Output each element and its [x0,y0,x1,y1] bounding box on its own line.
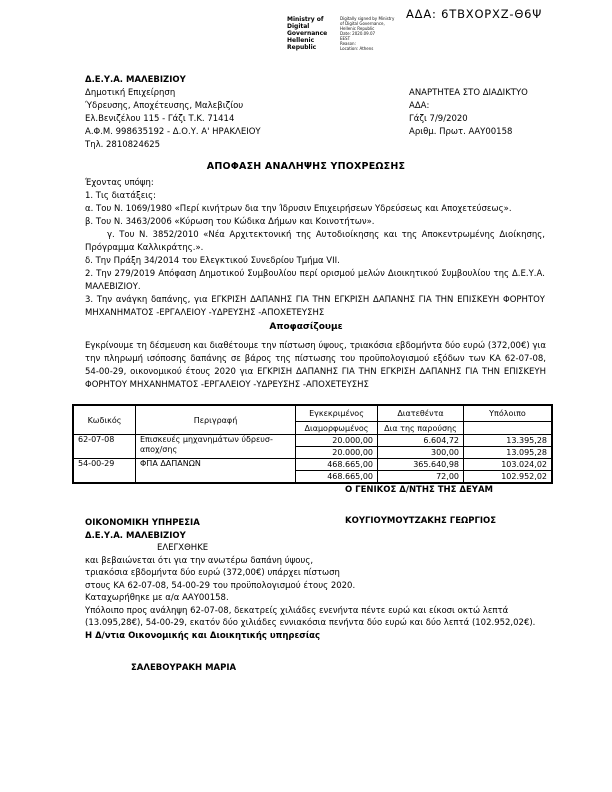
finance-dept-line2: Δ.Ε.Υ.Α. ΜΑΛΕΒΙΖΙΟΥ [85,530,186,541]
cell-allocated: 300,00 [378,447,464,459]
issuer-block: Δ.Ε.Υ.Α. ΜΑΛΕΒΙΖΙΟΥ Δημοτική Επιχείρηση Ύδρευσης, Αποχέτευσης, Μαλεβιζίου Ελ.Βενιζέλου 115 - Γάζι Τ.Κ. 71414 Α.Φ.Μ. 998635192 - Δ.Ο.Υ. Α' ΗΡΑΚΛΕΙΟΥ Τηλ. 2810824625 [85,75,261,150]
col-header-allocated: Διατεθέντα [378,405,464,422]
cell-allocated: 72,00 [378,471,464,484]
cell-approved: 468.665,00 [296,459,378,471]
cell-remaining: 13.095,28 [464,447,553,459]
table-row [73,459,552,471]
issuer-phone: Τηλ. 2810824625 [85,140,161,150]
preamble-item-2: 2. Την 279/2019 Απόφαση Δημοτικού Συμβουλίου περί ορισμού μελών Διοικητικού Συμβουλίου της Δ.Ε.Υ.Α. ΜΑΛΕΒΙΖΙΟΥ. [85,269,545,292]
decision-heading: Αποφασίζουμε [269,322,343,332]
finance-dept-line1: ΟΙΚΟΝΟΜΙΚΗ ΥΠΗΡΕΣΙΑ [85,518,200,528]
issuer-vat: Α.Φ.Μ. 998635192 - Δ.Ο.Υ. Α' ΗΡΑΚΛΕΙΟΥ [85,127,261,137]
cell-remaining: 102.952,02 [464,471,553,484]
certification-paragraph: και βεβαιώνεται ότι για την ανωτέρω δαπάνη ύψους, τριακόσια εβδομήντα δύο ευρώ (372,00€) υπάρχει πίστωση στους ΚΑ 62-07-08, 54-00-29 του προϋπολογισμού έτους 2020. Καταχωρήθηκε με α/α ΑΑΥ00158. [85,555,356,603]
cell-remaining: 13.395,28 [464,435,553,447]
cell-allocated: 365.640,98 [378,459,464,471]
cell-description: ΦΠΑ ΔΑΠΑΝΩΝ [136,459,296,484]
cell-remaining: 103.024,02 [464,459,553,471]
preamble-intro: Έχοντας υπόψη: [85,178,154,188]
issuer-address: Ελ.Βενιζέλου 115 - Γάζι Τ.Κ. 71414 [85,114,235,124]
preamble-item-1c: γ. Του Ν. 3852/2010 «Νέα Αρχιτεκτονική της Αυτοδιοίκησης και της Αποκεντρωμένης Διοίκησης, Πρόγραμμα Καλλικράτης.». [85,230,545,253]
preamble [85,177,545,320]
preamble-item-1d: δ. Την Πράξη 34/2014 του Ελεγκτικού Συνεδρίου Τμήμα VII. [85,256,340,266]
col-subheader-empty [464,422,553,435]
stamp-org-name: Ministry of Digital Governance Hellenic Republic [287,16,328,51]
budget-table [72,404,553,484]
col-header-description: Περιγραφή [136,405,296,435]
preamble-item-1a: α. Του Ν. 1069/1980 «Περί κινήτρων δια την Ίδρυσιν Επιχειρήσεων Υδρεύσεως και Αποχετεύσεως». [85,204,512,214]
document-date: Γάζι 7/9/2020 [409,114,468,124]
director-name: ΣΑΛΕΒΟΥΡΑΚΗ ΜΑΡΙΑ [131,663,237,673]
col-subheader-by-present: Δια της παρούσης [378,422,464,435]
col-header-approved: Εγκεκριμένος [296,405,378,422]
cell-approved: 20.000,00 [296,447,378,459]
decision-body: Εγκρίνουμε τη δέσμευση και διαθέτουμε την πίστωση ύψους, τριακόσια εβδομήντα δύο ευρώ (372,00€) για την πληρωμή ισόποσης δαπάνης σε βάρος της πίστωσης του προϋπολογισμού εξόδων των ΚΑ 62-07-08, 54-00-29, οικονομικού έτους 2020 για ΕΓΚΡΙΣΗ ΔΑΠΑΝΗΣ ΓΙΑ ΤΗΝ ΕΓΚΡΙΣΗ ΔΑΠΑΝΗΣ ΓΙΑ ΤΗΝ ΕΠΙΣΚΕΥΗ ΦΟΡΗΤΟΥ ΜΗΧΑΝΗΜΑΤΟΣ -ΕΡΓΑΛΕΙΟΥ -ΥΔΡΕΥΣΗΣ -ΑΠΟΧΕΤΕΥΣΗΣ [85,341,546,390]
cell-code: 62-07-08 [73,435,136,459]
table-row [73,435,552,447]
preamble-item-3: 3. Την ανάγκη δαπάνης, για ΕΓΚΡΙΣΗ ΔΑΠΑΝΗΣ ΓΙΑ ΤΗΝ ΕΓΚΡΙΣΗ ΔΑΠΑΝΗΣ ΓΙΑ ΤΗΝ ΕΠΙΣΚΕΥΗ ΦΟΡΗΤΟΥ ΜΗΧΑΝΗΜΑΤΟΣ -ΕΡΓΑΛΕΙΟΥ -ΥΔΡΕΥΣΗΣ -ΑΠΟΧΕΤΕΥΣΗΣ [85,295,545,318]
protocol-number: Αριθμ. Πρωτ. ΑΑΥ00158 [409,127,513,137]
col-header-remaining: Υπόλοιπο [464,405,553,422]
gm-name: ΚΟΥΓΙΟΥΜΟΥΤΖΑΚΗΣ ΓΕΩΡΓΙΟΣ [345,516,497,526]
stamp-signature-details: Digitally signed by Ministry of Digital Governance, Hellenic Republic Date: 2020.09.07 EEST Reason: Location: Athens [340,16,395,51]
remaining-balance-paragraph: Υπόλοιπο προς ανάληψη 62-07-08, δεκατρείς χιλιάδες ενενήντα πέντε ευρώ και είκοσι οκτώ λεπτά (13.095,28€), 54-00-29, εκατόν δύο χιλιάδες εννιακόσια πενήντα δύο ευρώ και δύο λεπτά (102.952,02€). [85,605,536,628]
cell-approved: 20.000,00 [296,435,378,447]
cell-allocated: 6.604,72 [378,435,464,447]
cell-description: Επισκευές μηχανημάτων ύδρευσ-αποχ/σης [136,435,296,459]
cell-approved: 468.665,00 [296,471,378,484]
director-title: Η Δ/ντια Οικονομικής και Διοικητικής υπηρεσίας [85,630,321,641]
digital-signature-stamp [287,16,394,51]
col-header-code: Κωδικός [73,405,136,435]
cell-code: 54-00-29 [73,459,136,484]
preamble-item-1: 1. Τις διατάξεις: [85,191,157,201]
preamble-item-1b: β. Του Ν. 3463/2006 «Κύρωση του Κώδικα Δήμων και Κοινοτήτων». [85,217,375,227]
ada-code: ΑΔΑ: 6ΤΒΧΟΡΧΖ-Θ6Ψ [406,7,543,21]
checked-label: ΕΛΕΓΧΘΗΚΕ [157,543,209,553]
gm-title: Ο ΓΕΝΙΚΟΣ Δ/ΝΤΗΣ ΤΗΣ ΔΕΥΑΜ [345,485,493,495]
col-subheader-formed: Διαμορφωμένος [296,422,378,435]
document-title: ΑΠΟΦΑΣΗ ΑΝΑΛΗΨΗΣ ΥΠΟΧΡΕΩΣΗΣ [206,161,406,172]
finance-department-block [85,517,555,675]
issuer-name: Δ.Ε.Υ.Α. ΜΑΛΕΒΙΖΙΟΥ [85,75,186,85]
registry-block: ΑΝΑΡΤΗΤΕΑ ΣΤΟ ΔΙΑΔΙΚΤΥΟ ΑΔΑ: Γάζι 7/9/2020 Αριθμ. Πρωτ. ΑΑΥ00158 [409,88,528,137]
